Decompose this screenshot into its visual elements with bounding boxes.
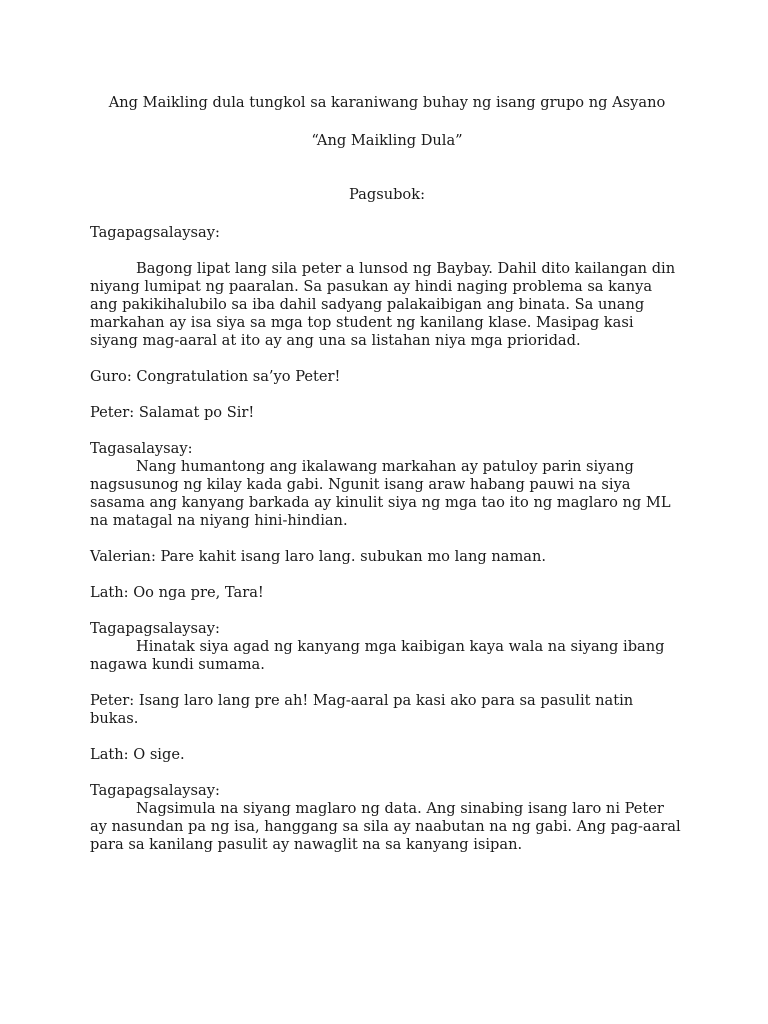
narrator-label: Tagapagsalaysay:	[90, 224, 220, 241]
narrator-label: Tagasalaysay:	[90, 440, 193, 457]
document-body	[90, 94, 684, 854]
document-subtitle: “Ang Maikling Dula”	[311, 132, 463, 149]
dialogue-line: Valerian: Pare kahit isang laro lang. subukan mo lang naman.	[90, 548, 547, 565]
narration-paragraph: Hinatak siya agad ng kanyang mga kaibigan kaya wala na siyang ibang nagawa kundi sumama.	[90, 638, 665, 673]
section-heading: Pagsubok:	[349, 186, 425, 203]
dialogue-line: Peter: Salamat po Sir!	[90, 404, 255, 421]
dialogue-line: Lath: Oo nga pre, Tara!	[90, 584, 264, 601]
narrator-label: Tagapagsalaysay:	[90, 782, 220, 799]
narration-paragraph: Bagong lipat lang sila peter a lunsod ng Baybay. Dahil dito kailangan din niyang lumipat ng paaralan. Sa pasukan ay hindi naging problema sa kanya ang pakikihalubilo sa iba dahil sadyang palakaibigan ang binata. Sa unang markahan ay isa siya sa mga top student ng kanilang klase. Masipag kasi siyang mag-aaral at ito ay ang una sa listahan niya mga prioridad.	[90, 260, 676, 349]
narration-paragraph: Nang humantong ang ikalawang markahan ay patuloy parin siyang nagsusunog ng kilay kada gabi. Ngunit isang araw habang pauwi na siya sasama ang kanyang barkada ay kinulit siya ng mga tao ito ng maglaro ng ML na matagal na niyang hini-hindian.	[90, 458, 671, 529]
document-title: Ang Maikling dula tungkol sa karaniwang buhay ng isang grupo ng Asyano	[108, 94, 666, 111]
dialogue-line: Lath: O sige.	[90, 746, 185, 763]
dialogue-line: Peter: Isang laro lang pre ah! Mag-aaral pa kasi ako para sa pasulit natin bukas.	[90, 692, 634, 727]
narration-paragraph: Nagsimula na siyang maglaro ng data. Ang sinabing isang laro ni Peter ay nasundan pa ng isa, hanggang sa sila ay naabutan na ng gabi. Ang pag-aaral para sa kanilang pasulit ay nawaglit na sa kanyang isipan.	[90, 800, 681, 853]
dialogue-line: Guro: Congratulation sa’yo Peter!	[90, 368, 341, 385]
narrator-label: Tagapagsalaysay:	[90, 620, 220, 637]
